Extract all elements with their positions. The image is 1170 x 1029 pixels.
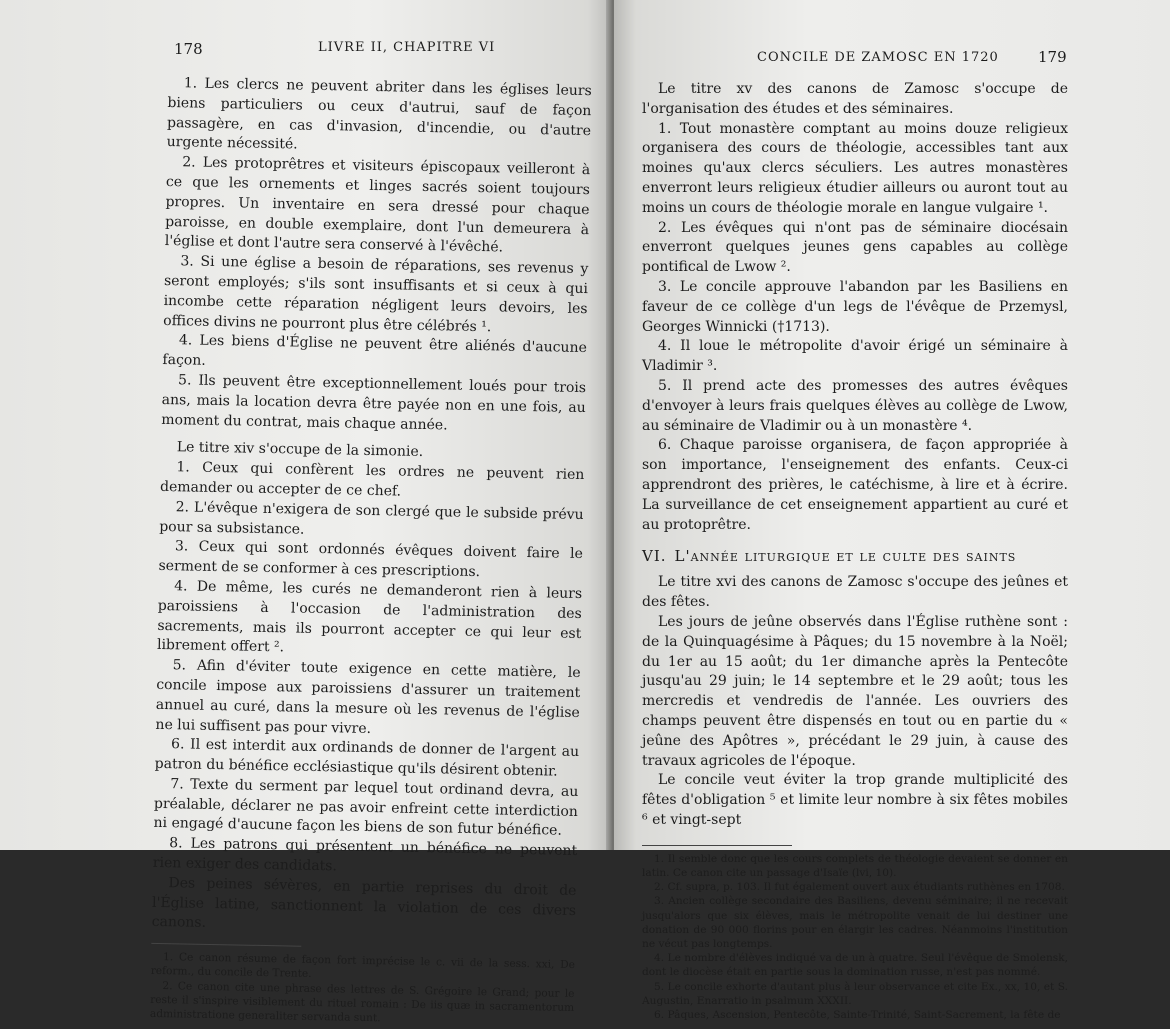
paragraph: Le concile veut éviter la trop grande multiplicité des fêtes d'obligation ⁵ et limite leur nombre à six fêtes mobiles ⁶ et vingt-sept — [642, 772, 1068, 828]
paragraph: 4. De même, les curés ne demanderont rien à leurs paroissiens à l'occasion de l'administration des sacrements, mais ils pourront accepter ce qui leur est librement offert ². — [156, 578, 583, 656]
paragraph: 3. Si une église a besoin de réparations, ses revenus y seront employés; s'ils sont insuffisants et si ceux à qui incombe cette réparation négligent leurs devoirs, les offices divins ne pourront plus être célébrés ¹. — [163, 253, 589, 335]
right-page-text — [642, 80, 1068, 1022]
paragraph: Les jours de jeûne observés dans l'Église ruthène sont : de la Quinquagésime à Pâques; du 15 novembre à la Noël; du 1er au 15 août; du 1er dimanche après la Pentecôte jusqu'au 29 juin; le 14 septembre et le 29 août; tous les mercredis et vendredis de l'année. Les ouvriers des champs peuvent être dispensés en tout ou en partie du « jeûne des Apôtres », précédant le 29 juin, à cause des travaux agricoles de l'époque. — [642, 613, 1068, 769]
footnote: 2. Cf. supra, p. 103. Il fut également ouvert aux étudiants ruthènes en 1708. — [654, 881, 1065, 894]
paragraph: 2. Les protoprêtres et visiteurs épiscopaux veilleront à ce que les ornements et linges sacrés soient toujours propres. Un inventaire en sera dressé pour chaque paroisse, en double exemplaire, dont l'un demeurera à l'église et dont l'autre sera conservé à l'évêché. — [164, 154, 591, 256]
footnote-rule — [642, 845, 792, 846]
paragraph: 1. Les clercs ne peuvent abriter dans les églises leurs biens particuliers ou ceux d'autrui, sauf de façon passagère, en cas d'invasion, d'incendie, ou d'autre urgente nécessité. — [166, 75, 592, 153]
paragraph: 4. Les biens d'Église ne peuvent être aliénés d'aucune façon. — [162, 332, 587, 369]
footnote: 1. Ce canon résume de façon fort imprécise le c. vii de la sess. xxi, De reform., du concile de Trente. — [150, 951, 576, 981]
footnote: 5. Le concile exhorte d'autant plus à leur observance et cite Ex., xx, 10, et S. Augustin, Enarratio in psalmum XXXII. — [642, 980, 1068, 1007]
section-number: VI. — [642, 547, 667, 566]
paragraph: 1. Tout monastère comptant au moins douze religieux organisera des cours de théologie, accessibles tant aux moines qu'aux clercs séculiers. Les autres monastères enverront leurs religieux étudier ailleurs ou auront tout au moins un cours de théologie morale en langue vulgaire ¹. — [642, 120, 1068, 216]
page-number: 179 — [1038, 48, 1067, 66]
paragraph: Le titre xvi des canons de Zamosc s'occupe des jeûnes et des fêtes. — [642, 574, 1068, 611]
left-page-text — [150, 74, 592, 1029]
paragraph: 3. Le concile approuve l'abandon par les Basiliens en faveur de ce collège d'un legs de l'évêque de Przemysl, Georges Winnicki (†1713). — [642, 278, 1068, 335]
paragraph: 7. Texte du serment par lequel tout ordinand devra, au préalable, déclarer ne pas avoir enfreint cette interdiction ni engagé d'aucune façon les biens de son futur bénéfice. — [153, 776, 579, 840]
paragraph: 2. Les évêques qui n'ont pas de séminaire diocésain enverront quelques jeunes gens capables au collège pontifical de Lwow ². — [642, 219, 1068, 276]
footnote-rule — [151, 943, 301, 947]
running-head: LIVRE II, CHAPITRE VI — [318, 40, 496, 55]
page-number: 178 — [174, 40, 203, 58]
paragraph: 6. Il est interdit aux ordinands de donner de l'argent au patron du bénéfice ecclésiastique qu'ils désirent obtenir. — [154, 736, 580, 780]
paragraph: 2. L'évêque n'exigera de son clergé que le subside prévu pour sa subsistance. — [159, 498, 584, 538]
paragraph: 3. Ceux qui sont ordonnés évêques doivent faire le serment de se conformer à ces prescriptions. — [158, 538, 584, 581]
section-title: L'année liturgique et le culte des saints — [674, 547, 1017, 566]
paragraph: 5. Afin d'éviter toute exigence en cette matière, le concile impose aux paroissiens d'assurer un traitement annuel au curé, dans la mesure où les revenus de l'église ne lui suffisent pas pour vivre. — [155, 657, 581, 737]
footnote: 2. Ce canon cite une phrase des lettres de S. Grégoire le Grand; pour le reste il s'inspire visiblement du rituel romain : De iis quæ in sacramentorum administratione generaliter servanda sunt. — [149, 979, 575, 1025]
footnote: 1. Il semble donc que les cours complets de théologie devaient se donner en latin. Ce canon cite un passage d'Isaïe (lvi, 10). — [642, 852, 1068, 879]
footnote: 4. Le nombre d'élèves indiqué va de un à quatre. Seul l'évêque de Smolensk, dont le diocèse était en partie sous la domination russe, n'est pas nommé. — [642, 952, 1068, 979]
running-head: CONCILE DE ZAMOSC EN 1720 — [757, 50, 999, 65]
paragraph: 8. Les patrons qui présentent un bénéfice ne peuvent rien exiger des candidats. — [152, 835, 578, 875]
footnote: 6. Pâques, Ascension, Pentecôte, Sainte-Trinité, Saint-Sacrement, la fête de — [654, 1008, 1061, 1021]
paragraph: 5. Il prend acte des promesses des autres évêques d'envoyer à leurs frais quelques élèves au collège de Lwow, au séminaire de Vladimir ou à un monastère ⁴. — [642, 377, 1068, 434]
paragraph: Des peines sévères, en partie reprises du droit de l'Église latine, sanctionnent la violation de ces divers canons. — [151, 875, 577, 932]
paragraph: Le titre xv des canons de Zamosc s'occupe de l'organisation des études et des séminaires. — [642, 81, 1068, 117]
paragraph: Le titre xiv s'occupe de la simonie. — [176, 439, 424, 461]
footnote: 3. Ancien collège secondaire des Basiliens, devenu séminaire; il ne recevait jusqu'alors que six élèves, mais le métropolite venait de lui destiner une donation de 90 000 florins pour en élargir les cadres. Néanmoins l'institution ne vécut pas longtemps. — [642, 895, 1068, 950]
section-heading — [642, 547, 1068, 565]
paragraph: 5. Ils peuvent être exceptionnellement loués pour trois ans, mais la location devra être payée non en une fois, au moment du contrat, mais chaque année. — [161, 372, 587, 433]
right-page — [614, 0, 1170, 1021]
paragraph: 6. Chaque paroisse organisera, de façon appropriée à son importance, l'enseignement des enfants. Ceux-ci apprendront des prières, le catéchisme, à lire et à écrire. La surveillance de cet enseignement appartient au curé et au protoprêtre. — [642, 437, 1068, 533]
paragraph: 4. Il loue le métropolite d'avoir érigé un séminaire à Vladimir ³. — [642, 338, 1068, 375]
paragraph: 1. Ceux qui confèrent les ordres ne peuvent rien demander ou accepter de ce chef. — [159, 459, 585, 500]
